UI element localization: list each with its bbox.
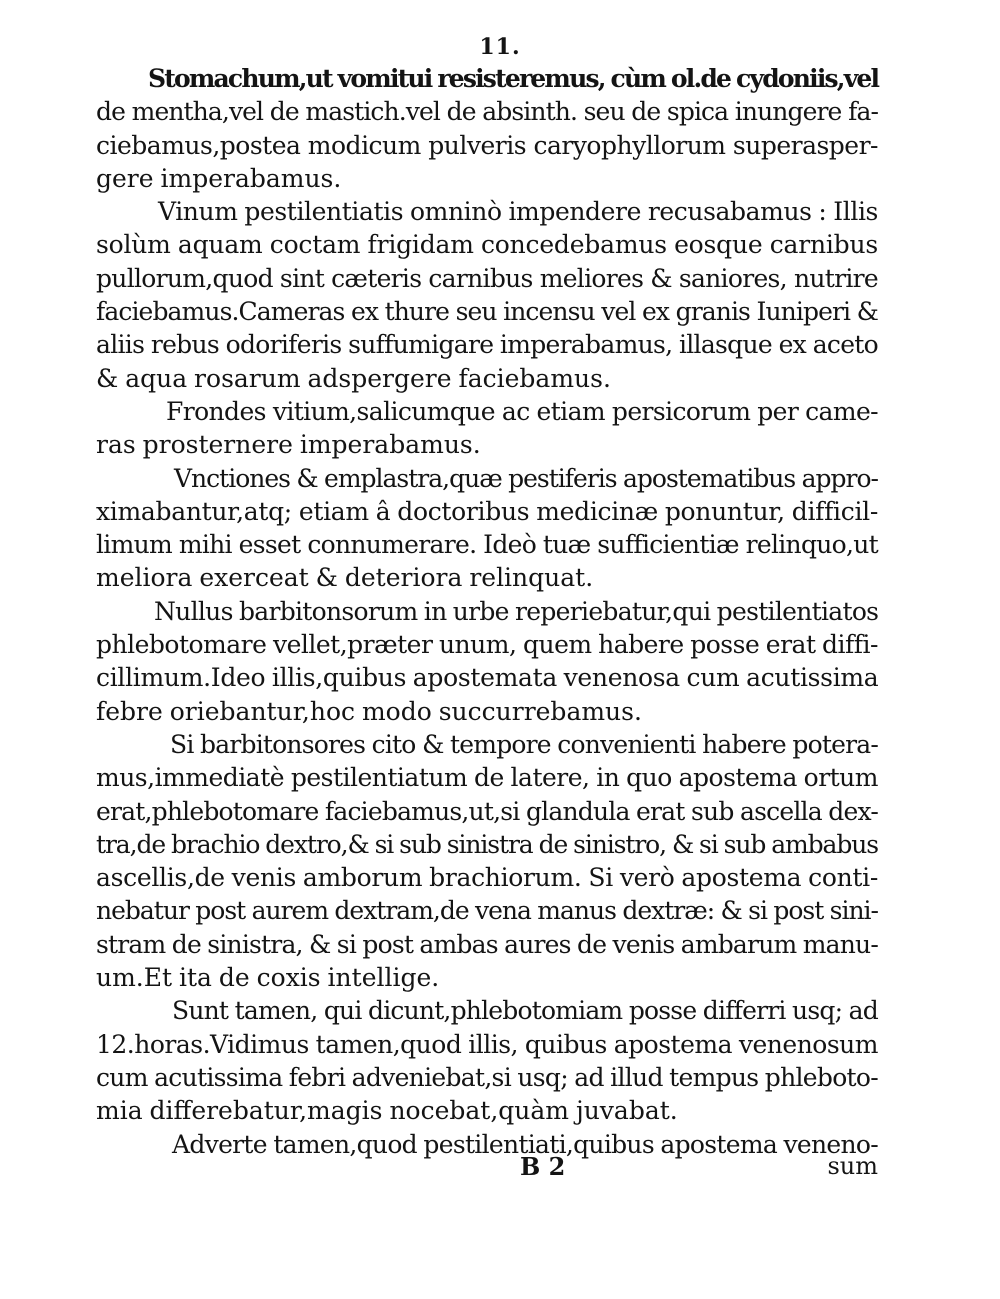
paragraph-5 xyxy=(96,595,878,728)
body-text xyxy=(96,62,878,1161)
text-line: pullorum,quod sint cæteris carnibus meliores & saniores, nutrire xyxy=(96,263,878,293)
text-line: limum mihi esset connumerare. Ideò tuæ sufficientiæ relinquo,ut xyxy=(96,530,878,560)
paragraph-7 xyxy=(96,994,878,1127)
text-line: erat,phlebotomare faciebamus,ut,si glandula erat sub ascella dex- xyxy=(96,796,878,826)
text-line: Si barbitonsores cito & tempore convenienti habere potera- xyxy=(170,729,878,759)
text-line: ciebamus,postea modicum pulveris caryophyllorum superasper- xyxy=(96,130,878,160)
text-line: mus,immediatè pestilentiatum de latere, in quo apostema ortum xyxy=(96,763,878,793)
text-line: Frondes vitium,salicumque ac etiam persicorum per came- xyxy=(166,396,878,426)
text-line: de mentha,vel de mastich.vel de absinth. seu de spica inungere fa- xyxy=(96,97,878,127)
text-line: stram de sinistra, & si post ambas aures de venis ambarum manu- xyxy=(96,929,878,959)
catchword: sum xyxy=(827,1152,878,1180)
paragraph-1 xyxy=(96,62,878,195)
text-line: mia differebatur,magis nocebat,quàm juvabat. xyxy=(96,1096,678,1126)
text-line: Sunt tamen, qui dicunt,phlebotomiam posse differri usq; ad xyxy=(172,996,878,1026)
paragraph-2 xyxy=(96,195,878,395)
text-line: cillimum.Ideo illis,quibus apostemata venenosa cum acutissima xyxy=(96,663,879,693)
paragraph-6 xyxy=(96,728,878,994)
signature-mark: B 2 xyxy=(520,1152,566,1181)
text-line: ascellis,de venis amborum brachiorum. Si verò apostema conti- xyxy=(96,863,878,893)
text-line: Adverte tamen,quod pestilentiati,quibus apostema veneno- xyxy=(172,1129,878,1159)
text-line: tra,de brachio dextro,& si sub sinistra de sinistro, & si sub ambabus xyxy=(96,829,878,859)
text-line: meliora exerceat & deteriora relinquat. xyxy=(96,563,594,593)
text-line: & aqua rosarum adspergere faciebamus. xyxy=(96,363,611,393)
page-number: 11. xyxy=(479,34,521,60)
text-line: phlebotomare vellet,præter unum, quem habere posse erat diffi- xyxy=(96,630,878,660)
text-line: Nullus barbitonsorum in urbe reperiebatur,qui pestilentiatos xyxy=(154,596,879,626)
text-line: Vnctiones & emplastra,quæ pestiferis apostematibus appro- xyxy=(174,463,878,493)
text-line: Vinum pestilentiatis omninò impendere recusabamus : Illis xyxy=(158,197,878,227)
text-line: 12.horas.Vidimus tamen,quod illis, quibus apostema venenosum xyxy=(96,1029,878,1059)
page-footer xyxy=(0,1152,1000,1192)
text-line: febre oriebantur,hoc modo succurrebamus. xyxy=(96,696,642,726)
text-line: solùm aquam coctam frigidam concedebamus eosque carnibus xyxy=(96,230,878,260)
text-line: ras prosternere imperabamus. xyxy=(96,430,481,460)
text-line: ximabantur,atq; etiam â doctoribus medicinæ ponuntur, difficil- xyxy=(96,496,878,526)
text-line: um.Et ita de coxis intellige. xyxy=(96,963,440,993)
text-line: aliis rebus odoriferis suffumigare imperabamus, illasque ex aceto xyxy=(96,330,878,360)
text-line: cum acutissima febri adveniebat,si usq; ad illud tempus phleboto- xyxy=(96,1062,878,1092)
text-line: nebatur post aurem dextram,de vena manus dextræ: & si post sini- xyxy=(96,896,878,926)
paragraph-4 xyxy=(96,462,878,595)
text-line: faciebamus.Cameras ex thure seu incensu vel ex granis Iuniperi & xyxy=(96,297,878,327)
text-line: Stomachum,ut vomitui resisteremus, cùm ol.de cydoniis,vel xyxy=(148,64,879,93)
text-line: gere imperabamus. xyxy=(96,163,342,193)
paragraph-3 xyxy=(96,395,878,462)
